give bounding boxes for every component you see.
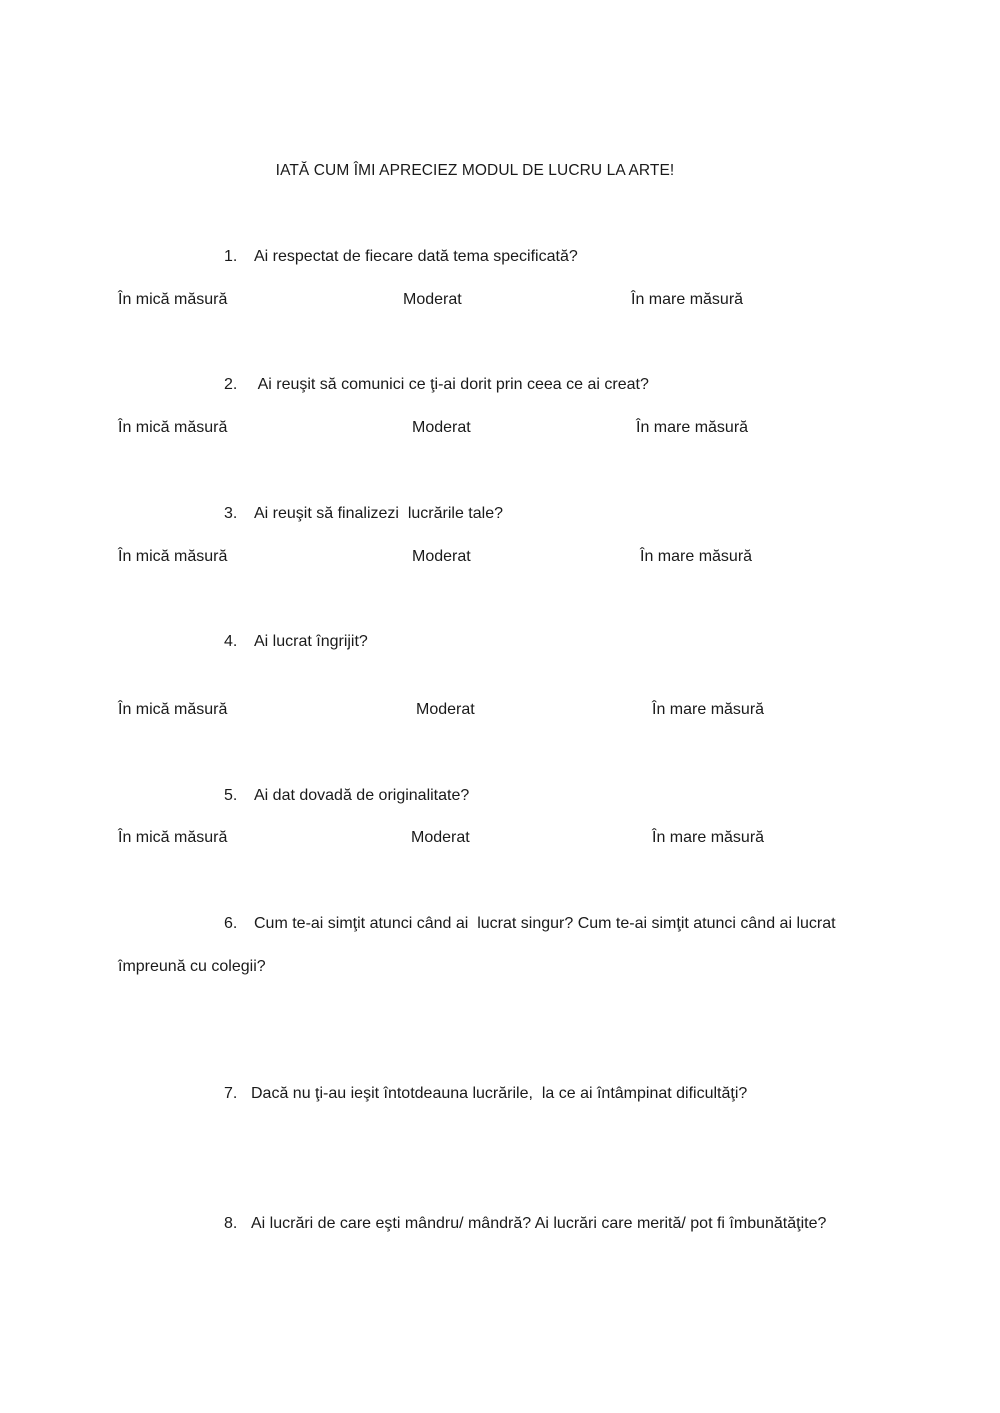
option-low[interactable]: În mică măsură — [118, 829, 228, 846]
question-number: 4. — [224, 633, 238, 650]
option-low[interactable]: În mică măsură — [118, 419, 228, 436]
question-6-continuation: împreună cu colegii? — [118, 958, 266, 975]
option-low[interactable]: În mică măsură — [118, 548, 228, 565]
option-moderate[interactable]: Moderat — [411, 829, 470, 846]
question-3 — [224, 505, 503, 523]
question-text: Dacă nu ţi-au ieşit întotdeauna lucrările, la ce ai întâmpinat dificultăţi? — [251, 1085, 748, 1102]
question-number: 2. — [224, 376, 238, 393]
option-moderate[interactable]: Moderat — [403, 291, 462, 308]
option-low[interactable]: În mică măsură — [118, 701, 228, 718]
option-high[interactable]: În mare măsură — [636, 419, 749, 436]
question-text: Cum te-ai simţit atunci când ai lucrat singur? Cum te-ai simţit atunci când ai lucrat — [254, 915, 836, 932]
question-2 — [224, 376, 649, 394]
question-1 — [224, 248, 578, 266]
option-high[interactable]: În mare măsură — [640, 548, 753, 565]
option-moderate[interactable]: Moderat — [412, 419, 471, 436]
question-text: Ai reuşit să finalizezi lucrările tale? — [254, 505, 503, 522]
question-number: 3. — [224, 505, 238, 522]
option-moderate[interactable]: Moderat — [412, 548, 471, 565]
option-high[interactable]: În mare măsură — [652, 701, 765, 718]
question-text: Ai respectat de fiecare dată tema specificată? — [254, 248, 578, 265]
question-text: Ai reuşit să comunici ce ţi-ai dorit prin ceea ce ai creat? — [254, 376, 649, 393]
question-text: Ai lucrat îngrijit? — [254, 633, 368, 650]
option-low[interactable]: În mică măsură — [118, 291, 228, 308]
question-7 — [224, 1085, 747, 1103]
question-8 — [224, 1215, 826, 1233]
question-number: 8. — [224, 1215, 238, 1232]
option-high[interactable]: În mare măsură — [631, 291, 744, 308]
question-text: Ai lucrări de care eşti mândru/ mândră? Ai lucrări care merită/ pot fi îmbunătăţite? — [251, 1215, 827, 1232]
question-4 — [224, 633, 368, 651]
option-high[interactable]: În mare măsură — [652, 829, 765, 846]
question-number: 1. — [224, 248, 238, 265]
question-5 — [224, 787, 469, 805]
page-title: IATĂ CUM ÎMI APRECIEZ MODUL DE LUCRU LA ARTE! — [275, 162, 675, 179]
question-number: 6. — [224, 915, 238, 932]
question-number: 5. — [224, 787, 238, 804]
question-6 — [224, 915, 836, 933]
option-moderate[interactable]: Moderat — [416, 701, 475, 718]
question-number: 7. — [224, 1085, 238, 1102]
question-text: Ai dat dovadă de originalitate? — [254, 787, 470, 804]
